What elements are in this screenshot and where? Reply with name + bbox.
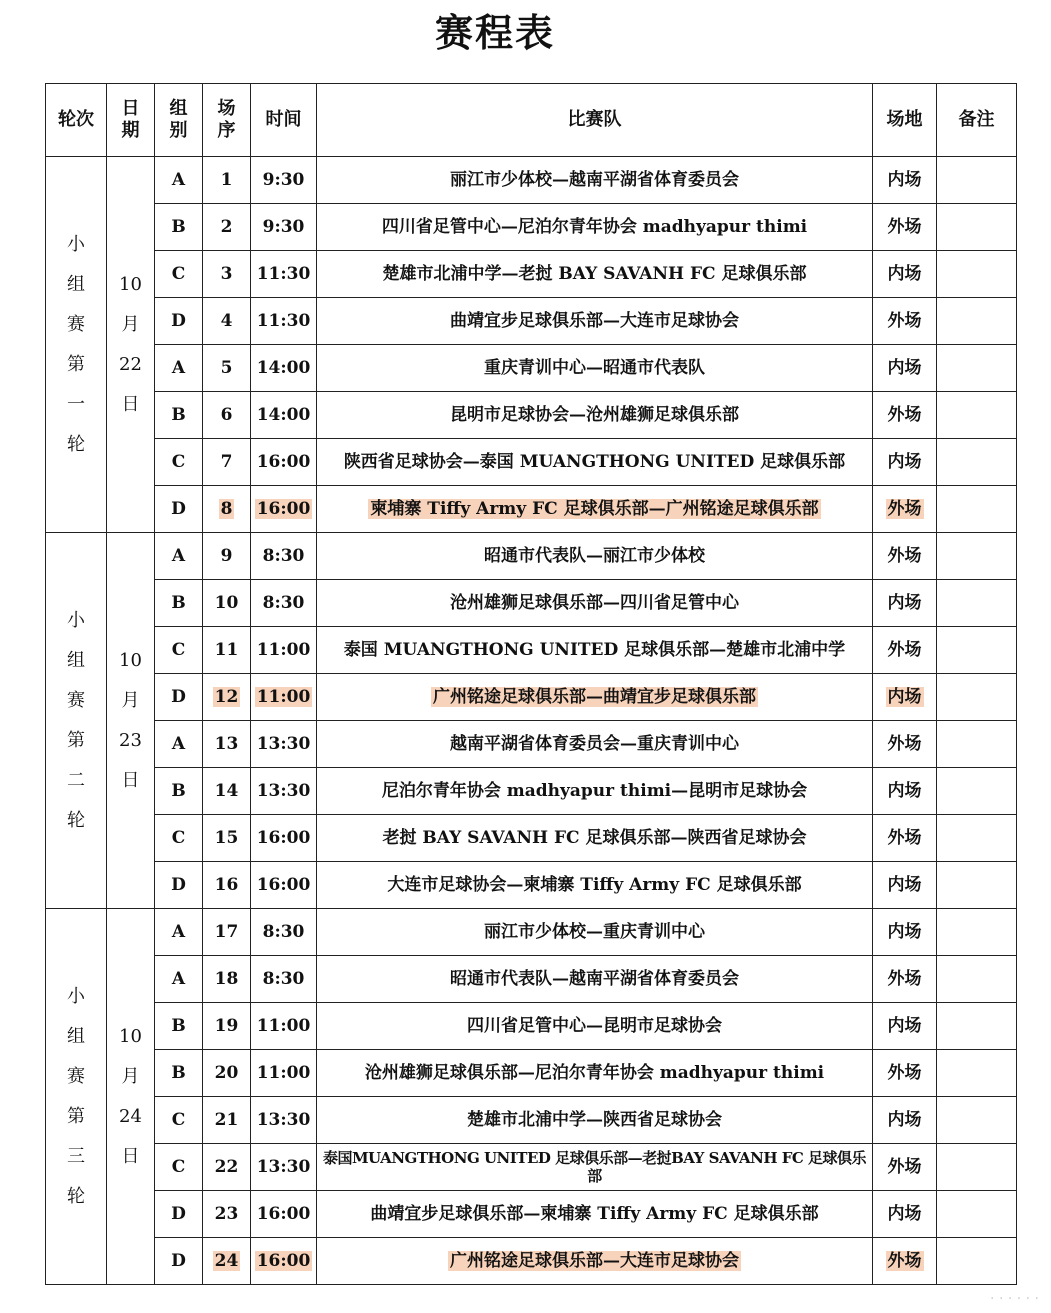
- match-no-cell: 6: [203, 392, 251, 439]
- venue-cell: 外场: [873, 956, 937, 1003]
- table-row: [46, 157, 1017, 204]
- header-venue: 场地: [873, 84, 937, 157]
- group-cell: A: [155, 909, 203, 956]
- time-cell: 16:00: [251, 1191, 317, 1238]
- group-cell: C: [155, 1097, 203, 1144]
- teams-cell: 昭通市代表队—越南平湖省体育委员会: [317, 956, 873, 1003]
- notes-cell: [937, 909, 1017, 956]
- table-row: [46, 956, 1017, 1003]
- match-no-cell: 24: [203, 1238, 251, 1285]
- time-cell: 8:30: [251, 580, 317, 627]
- round-label: 小 组 赛 第 二 轮: [46, 533, 107, 909]
- time-cell: 8:30: [251, 956, 317, 1003]
- teams-cell: 广州铭途足球俱乐部—大连市足球协会: [317, 1238, 873, 1285]
- notes-cell: [937, 1238, 1017, 1285]
- round-label: 小 组 赛 第 三 轮: [46, 909, 107, 1285]
- table-row: [46, 627, 1017, 674]
- notes-cell: [937, 533, 1017, 580]
- match-no-cell: 18: [203, 956, 251, 1003]
- notes-cell: [937, 1050, 1017, 1097]
- notes-cell: [937, 721, 1017, 768]
- venue-cell: 外场: [873, 721, 937, 768]
- table-row: [46, 392, 1017, 439]
- teams-cell: 泰国 MUANGTHONG UNITED 足球俱乐部—楚雄市北浦中学: [317, 627, 873, 674]
- match-no-cell: 5: [203, 345, 251, 392]
- teams-cell: 沧州雄狮足球俱乐部—四川省足管中心: [317, 580, 873, 627]
- match-no-cell: 9: [203, 533, 251, 580]
- schedule-table: [45, 83, 1017, 1285]
- notes-cell: [937, 674, 1017, 721]
- venue-cell: 内场: [873, 909, 937, 956]
- notes-cell: [937, 251, 1017, 298]
- table-row: [46, 439, 1017, 486]
- venue-cell: 外场: [873, 204, 937, 251]
- venue-cell: 外场: [873, 298, 937, 345]
- table-row: [46, 674, 1017, 721]
- match-no-cell: 11: [203, 627, 251, 674]
- table-row: [46, 1003, 1017, 1050]
- table-row: [46, 815, 1017, 862]
- match-no-cell: 19: [203, 1003, 251, 1050]
- group-cell: B: [155, 392, 203, 439]
- header-teams: 比赛队: [317, 84, 873, 157]
- watermark: · · · · · ·: [990, 1291, 1039, 1307]
- venue-cell: 内场: [873, 768, 937, 815]
- time-cell: 11:00: [251, 674, 317, 721]
- notes-cell: [937, 815, 1017, 862]
- group-cell: A: [155, 956, 203, 1003]
- group-cell: A: [155, 345, 203, 392]
- teams-cell: 曲靖宜步足球俱乐部—大连市足球协会: [317, 298, 873, 345]
- time-cell: 11:00: [251, 1050, 317, 1097]
- table-row: [46, 533, 1017, 580]
- venue-cell: 外场: [873, 1144, 937, 1191]
- header-row: [46, 84, 1017, 157]
- teams-cell: 丽江市少体校—重庆青训中心: [317, 909, 873, 956]
- time-cell: 13:30: [251, 1144, 317, 1191]
- match-no-cell: 4: [203, 298, 251, 345]
- match-no-cell: 15: [203, 815, 251, 862]
- time-cell: 13:30: [251, 721, 317, 768]
- match-no-cell: 10: [203, 580, 251, 627]
- notes-cell: [937, 862, 1017, 909]
- time-cell: 16:00: [251, 439, 317, 486]
- match-no-cell: 12: [203, 674, 251, 721]
- teams-cell: 越南平湖省体育委员会—重庆青训中心: [317, 721, 873, 768]
- notes-cell: [937, 157, 1017, 204]
- venue-cell: 内场: [873, 1191, 937, 1238]
- venue-cell: 外场: [873, 533, 937, 580]
- match-no-cell: 17: [203, 909, 251, 956]
- notes-cell: [937, 298, 1017, 345]
- venue-cell: 内场: [873, 157, 937, 204]
- notes-cell: [937, 627, 1017, 674]
- group-cell: D: [155, 674, 203, 721]
- table-row: [46, 1144, 1017, 1191]
- time-cell: 11:00: [251, 627, 317, 674]
- round-date: 10 月 22 日: [107, 157, 155, 533]
- notes-cell: [937, 1144, 1017, 1191]
- group-cell: B: [155, 1050, 203, 1097]
- venue-cell: 内场: [873, 1003, 937, 1050]
- match-no-cell: 3: [203, 251, 251, 298]
- time-cell: 11:00: [251, 1003, 317, 1050]
- notes-cell: [937, 486, 1017, 533]
- table-row: [46, 251, 1017, 298]
- teams-cell: 楚雄市北浦中学—陕西省足球协会: [317, 1097, 873, 1144]
- group-cell: B: [155, 768, 203, 815]
- group-cell: B: [155, 204, 203, 251]
- time-cell: 9:30: [251, 204, 317, 251]
- teams-cell: 重庆青训中心—昭通市代表队: [317, 345, 873, 392]
- notes-cell: [937, 439, 1017, 486]
- group-cell: A: [155, 533, 203, 580]
- group-cell: C: [155, 251, 203, 298]
- group-cell: A: [155, 721, 203, 768]
- schedule-body: [46, 157, 1017, 1285]
- page-title: 赛程表: [434, 10, 555, 55]
- time-cell: 16:00: [251, 1238, 317, 1285]
- match-no-cell: 7: [203, 439, 251, 486]
- match-no-cell: 1: [203, 157, 251, 204]
- group-cell: C: [155, 815, 203, 862]
- group-cell: C: [155, 439, 203, 486]
- venue-cell: 外场: [873, 486, 937, 533]
- time-cell: 16:00: [251, 486, 317, 533]
- table-row: [46, 1238, 1017, 1285]
- venue-cell: 内场: [873, 251, 937, 298]
- teams-cell: 尼泊尔青年协会 madhyapur thimi—昆明市足球协会: [317, 768, 873, 815]
- venue-cell: 外场: [873, 1238, 937, 1285]
- teams-cell: 楚雄市北浦中学—老挝 BAY SAVANH FC 足球俱乐部: [317, 251, 873, 298]
- time-cell: 16:00: [251, 862, 317, 909]
- teams-cell: 四川省足管中心—尼泊尔青年协会 madhyapur thimi: [317, 204, 873, 251]
- notes-cell: [937, 345, 1017, 392]
- time-cell: 13:30: [251, 1097, 317, 1144]
- header-notes: 备注: [937, 84, 1017, 157]
- group-cell: A: [155, 157, 203, 204]
- header-round: 轮次: [46, 84, 107, 157]
- group-cell: B: [155, 1003, 203, 1050]
- table-row: [46, 298, 1017, 345]
- header-group: 组 别: [155, 84, 203, 157]
- venue-cell: 内场: [873, 674, 937, 721]
- notes-cell: [937, 392, 1017, 439]
- time-cell: 13:30: [251, 768, 317, 815]
- teams-cell: 陕西省足球协会—泰国 MUANGTHONG UNITED 足球俱乐部: [317, 439, 873, 486]
- group-cell: D: [155, 862, 203, 909]
- teams-cell: 沧州雄狮足球俱乐部—尼泊尔青年协会 madhyapur thimi: [317, 1050, 873, 1097]
- venue-cell: 内场: [873, 862, 937, 909]
- teams-cell: 丽江市少体校—越南平湖省体育委员会: [317, 157, 873, 204]
- match-no-cell: 16: [203, 862, 251, 909]
- notes-cell: [937, 580, 1017, 627]
- time-cell: 14:00: [251, 392, 317, 439]
- table-row: [46, 1050, 1017, 1097]
- group-cell: D: [155, 1191, 203, 1238]
- table-row: [46, 345, 1017, 392]
- teams-cell: 大连市足球协会—柬埔寨 Tiffy Army FC 足球俱乐部: [317, 862, 873, 909]
- table-row: [46, 486, 1017, 533]
- time-cell: 8:30: [251, 909, 317, 956]
- venue-cell: 外场: [873, 627, 937, 674]
- teams-cell: 四川省足管中心—昆明市足球协会: [317, 1003, 873, 1050]
- header-time: 时间: [251, 84, 317, 157]
- match-no-cell: 20: [203, 1050, 251, 1097]
- match-no-cell: 8: [203, 486, 251, 533]
- header-date: 日 期: [107, 84, 155, 157]
- notes-cell: [937, 204, 1017, 251]
- teams-cell: 老挝 BAY SAVANH FC 足球俱乐部—陕西省足球协会: [317, 815, 873, 862]
- venue-cell: 外场: [873, 815, 937, 862]
- match-no-cell: 23: [203, 1191, 251, 1238]
- round-date: 10 月 23 日: [107, 533, 155, 909]
- match-no-cell: 21: [203, 1097, 251, 1144]
- match-no-cell: 2: [203, 204, 251, 251]
- table-row: [46, 909, 1017, 956]
- header-match-no: 场 序: [203, 84, 251, 157]
- venue-cell: 外场: [873, 392, 937, 439]
- table-row: [46, 721, 1017, 768]
- group-cell: D: [155, 486, 203, 533]
- table-row: [46, 1097, 1017, 1144]
- table-row: [46, 768, 1017, 815]
- time-cell: 11:30: [251, 298, 317, 345]
- venue-cell: 内场: [873, 1097, 937, 1144]
- notes-cell: [937, 1191, 1017, 1238]
- group-cell: C: [155, 1144, 203, 1191]
- notes-cell: [937, 1097, 1017, 1144]
- match-no-cell: 22: [203, 1144, 251, 1191]
- group-cell: D: [155, 1238, 203, 1285]
- group-cell: D: [155, 298, 203, 345]
- group-cell: C: [155, 627, 203, 674]
- time-cell: 11:30: [251, 251, 317, 298]
- match-no-cell: 14: [203, 768, 251, 815]
- teams-cell: 曲靖宜步足球俱乐部—柬埔寨 Tiffy Army FC 足球俱乐部: [317, 1191, 873, 1238]
- table-row: [46, 580, 1017, 627]
- time-cell: 14:00: [251, 345, 317, 392]
- match-no-cell: 13: [203, 721, 251, 768]
- table-row: [46, 204, 1017, 251]
- group-cell: B: [155, 580, 203, 627]
- teams-cell: 昆明市足球协会—沧州雄狮足球俱乐部: [317, 392, 873, 439]
- time-cell: 9:30: [251, 157, 317, 204]
- venue-cell: 外场: [873, 1050, 937, 1097]
- time-cell: 8:30: [251, 533, 317, 580]
- time-cell: 16:00: [251, 815, 317, 862]
- table-row: [46, 862, 1017, 909]
- teams-cell: 广州铭途足球俱乐部—曲靖宜步足球俱乐部: [317, 674, 873, 721]
- teams-cell: 柬埔寨 Tiffy Army FC 足球俱乐部—广州铭途足球俱乐部: [317, 486, 873, 533]
- venue-cell: 内场: [873, 439, 937, 486]
- notes-cell: [937, 1003, 1017, 1050]
- notes-cell: [937, 768, 1017, 815]
- teams-cell: 昭通市代表队—丽江市少体校: [317, 533, 873, 580]
- venue-cell: 内场: [873, 580, 937, 627]
- teams-cell: 泰国MUANGTHONG UNITED 足球俱乐部—老挝BAY SAVANH FC 足球俱乐部: [317, 1144, 873, 1191]
- round-label: 小 组 赛 第 一 轮: [46, 157, 107, 533]
- notes-cell: [937, 956, 1017, 1003]
- round-date: 10 月 24 日: [107, 909, 155, 1285]
- table-row: [46, 1191, 1017, 1238]
- venue-cell: 内场: [873, 345, 937, 392]
